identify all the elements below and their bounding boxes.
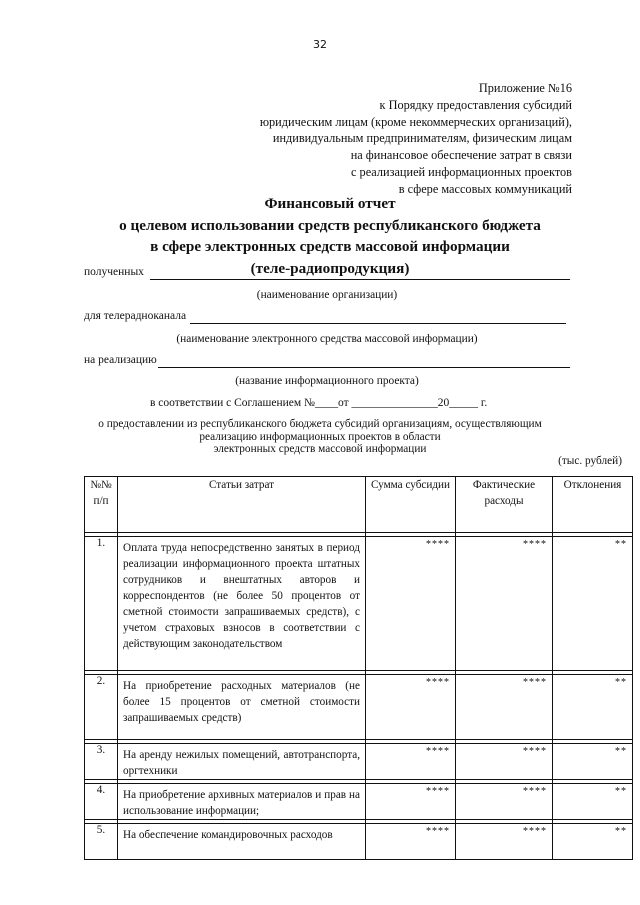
purpose-line: о предоставлении из республиканского бюджета субсидий организациям, осуществляющим (98, 418, 542, 430)
table-header-row (85, 477, 633, 533)
appendix-line: юридическим лицам (кроме некоммерческих организаций), (259, 114, 572, 129)
appendix-heading (260, 80, 572, 198)
row-actual[interactable]: **** (456, 824, 553, 860)
row-deviation[interactable]: ** (553, 784, 633, 820)
row-number: 4. (85, 784, 118, 820)
row-deviation[interactable]: ** (553, 537, 633, 671)
row-actual[interactable]: **** (456, 784, 553, 820)
purpose-line: реализацию информационных проектов в области (199, 430, 441, 443)
title-line: Финансовый отчет (264, 195, 396, 212)
table-row (85, 675, 633, 740)
row-deviation[interactable]: ** (553, 744, 633, 780)
row-deviation[interactable]: ** (553, 824, 633, 860)
expense-table (84, 476, 633, 860)
header-subsidy: Сумма субсидии (366, 477, 456, 533)
header-number: №№ п/п (85, 477, 118, 533)
row-number: 3. (85, 744, 118, 780)
channel-caption: (наименование электронного средства массовой информации) (176, 333, 478, 345)
received-field[interactable] (150, 279, 570, 280)
implementation-field[interactable] (158, 367, 570, 368)
units-label: (тыс. рублей) (558, 455, 622, 467)
row-number: 5. (85, 824, 118, 860)
title-line: в сфере электронных средств массовой информации (150, 238, 510, 255)
table-row (85, 784, 633, 820)
received-caption: (наименование организации) (256, 289, 398, 301)
appendix-line: в сфере массовых коммуникаций (398, 181, 572, 196)
row-actual[interactable]: **** (456, 675, 553, 740)
row-number: 1. (85, 537, 118, 671)
channel-field[interactable] (190, 323, 566, 324)
table-row (85, 824, 633, 860)
appendix-line: с реализацией информационных проектов (351, 164, 572, 179)
appendix-line: на финансовое обеспечение затрат в связи (350, 148, 572, 163)
row-subsidy[interactable]: **** (366, 784, 456, 820)
purpose-text (0, 418, 640, 456)
row-subsidy[interactable]: **** (366, 824, 456, 860)
row-subsidy[interactable]: **** (366, 537, 456, 671)
row-number: 2. (85, 675, 118, 740)
header-actual: Фактические расходы (456, 477, 553, 533)
row-description: На аренду нежилых помещений, автотранспорта, оргтехники (118, 744, 366, 780)
table-row (85, 744, 633, 780)
row-description: На приобретение расходных материалов (не более 15 процентов от сметной стоимости запрашиваемых средств) (118, 675, 366, 740)
row-description: На обеспечение командировочных расходов (118, 824, 366, 860)
implementation-caption: (название информационного проекта) (235, 375, 419, 387)
row-actual[interactable]: **** (456, 537, 553, 671)
table-row (85, 537, 633, 671)
appendix-line: Приложение №16 (478, 81, 572, 95)
title-line: (теле-радиопродукция) (250, 259, 410, 277)
purpose-line: электронных средств массовой информации (213, 443, 427, 455)
row-description: Оплата труда непосредственно занятых в период реализации информационного проекта штатных сотрудников и внештатных авторов и корреспондентов (не более 50 процентов от сметной стоимости запрашиваемых средств), с учетом страховых взносов в соответствии с действующим законодательством (118, 537, 366, 671)
appendix-line: индивидуальным предпринимателям, физическим лицам (272, 131, 572, 146)
title-line: о целевом использовании средств республиканского бюджета (119, 216, 541, 234)
channel-label: для телерадноканала (84, 310, 187, 322)
row-subsidy[interactable]: **** (366, 744, 456, 780)
header-expense-item: Статьи затрат (118, 477, 366, 533)
page-number: 32 (313, 38, 327, 51)
row-deviation[interactable]: ** (553, 675, 633, 740)
row-description: На приобретение архивных материалов и прав на использование информации; (118, 784, 366, 820)
appendix-line: к Порядку предоставления субсидий (379, 97, 572, 112)
header-deviation: Отклонения (553, 477, 633, 533)
implementation-label: на реализацию (84, 354, 157, 366)
received-label: полученных (84, 266, 144, 278)
agreement-text: в соответствии с Соглашением №____от _______________20_____ г. (150, 397, 488, 409)
row-subsidy[interactable]: **** (366, 675, 456, 740)
row-actual[interactable]: **** (456, 744, 553, 780)
